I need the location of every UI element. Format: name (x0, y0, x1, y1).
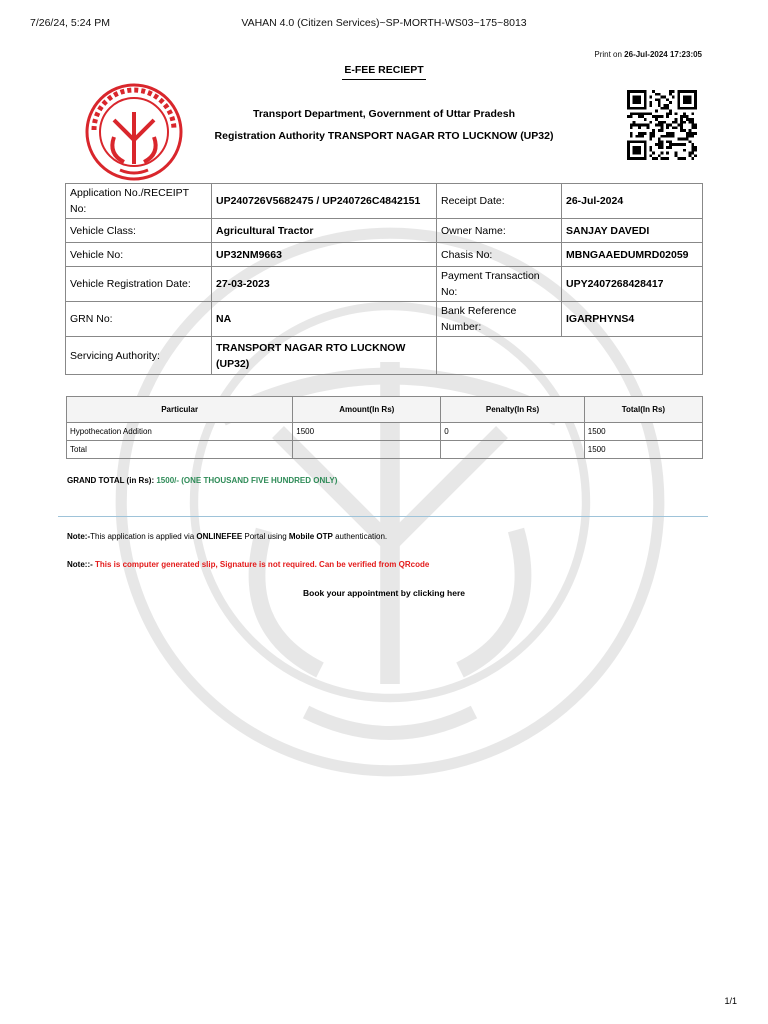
application-no-label: Application No./RECEIPT No: (66, 184, 212, 219)
note-signature: Note::- This is computer generated slip, Signature is not required. Can be verified from QRcode (67, 560, 430, 569)
authority-heading: Registration Authority TRANSPORT NAGAR RTO LUCKNOW (UP32) (214, 130, 554, 142)
vehicle-no-label: Vehicle No: (66, 243, 212, 267)
receipt-date-label: Receipt Date: (437, 184, 562, 219)
fee-table (66, 396, 703, 459)
servicing-authority-label: Servicing Authority: (66, 337, 212, 375)
bank-reference-value: IGARPHYNS4 (562, 302, 703, 337)
table-row (66, 184, 703, 219)
receipt-title: E-FEE RECIEPT (0, 64, 768, 80)
fee-particular: Hypothecation Addition (67, 423, 293, 441)
divider (58, 516, 708, 517)
grn-no-value: NA (212, 302, 437, 337)
registration-date-label: Vehicle Registration Date: (66, 267, 212, 302)
grand-total-label: GRAND TOTAL (in Rs): (67, 476, 155, 485)
grand-total-value: 1500/- (ONE THOUSAND FIVE HUNDRED ONLY) (156, 476, 338, 485)
owner-name-value: SANJAY DAVEDI (562, 219, 703, 243)
table-row (66, 302, 703, 337)
print-label: Print on (594, 50, 622, 59)
owner-name-label: Owner Name: (437, 219, 562, 243)
print-value: 26-Jul-2024 17:23:05 (624, 50, 702, 59)
table-row (66, 243, 703, 267)
vehicle-class-value: Agricultural Tractor (212, 219, 437, 243)
total-particular: Total (67, 441, 293, 459)
bank-reference-label: Bank Reference Number: (437, 302, 562, 337)
total-total: 1500 (584, 441, 702, 459)
book-appointment-link[interactable]: Book your appointment by clicking here (303, 588, 465, 598)
total-amount (293, 441, 441, 459)
grn-no-label: GRN No: (66, 302, 212, 337)
table-row (67, 441, 703, 459)
table-row (66, 219, 703, 243)
receipt-date-value: 26-Jul-2024 (562, 184, 703, 219)
fee-header-row (67, 397, 703, 423)
total-penalty (441, 441, 585, 459)
qr-code-icon[interactable] (627, 89, 697, 161)
print-datetime: 7/26/24, 5:24 PM (30, 17, 110, 29)
vehicle-no-value: UP32NM9663 (212, 243, 437, 267)
print-timestamp (594, 50, 702, 59)
registration-date-value: 27-03-2023 (212, 267, 437, 302)
particular-header: Particular (67, 397, 293, 423)
department-heading: Transport Department, Government of Uttar Pradesh (253, 108, 515, 120)
amount-header: Amount(In Rs) (293, 397, 441, 423)
vehicle-info-table (65, 183, 703, 375)
fee-penalty: 0 (441, 423, 585, 441)
empty-cell (437, 337, 703, 375)
application-no-value: UP240726V5682475 / UP240726C4842151 (212, 184, 437, 219)
fee-total: 1500 (584, 423, 702, 441)
chasis-no-value: MBNGAAEDUMRD02059 (562, 243, 703, 267)
fee-amount: 1500 (293, 423, 441, 441)
print-page-title: VAHAN 4.0 (Citizen Services)~SP-MORTH-WS03~175~8013 (241, 17, 527, 29)
payment-transaction-value: UPY2407268428417 (562, 267, 703, 302)
page-number: 1/1 (724, 996, 737, 1006)
vehicle-class-label: Vehicle Class: (66, 219, 212, 243)
table-row (67, 423, 703, 441)
grand-total (67, 476, 337, 485)
table-row (66, 267, 703, 302)
table-row (66, 337, 703, 375)
payment-transaction-label: Payment Transaction No: (437, 267, 562, 302)
penalty-header: Penalty(In Rs) (441, 397, 585, 423)
chasis-no-label: Chasis No: (437, 243, 562, 267)
servicing-authority-value: TRANSPORT NAGAR RTO LUCKNOW (UP32) (212, 337, 437, 375)
total-header: Total(In Rs) (584, 397, 702, 423)
note-application-method: Note:-This application is applied via ONLINEFEE Portal using Mobile OTP authentication. (67, 532, 388, 541)
